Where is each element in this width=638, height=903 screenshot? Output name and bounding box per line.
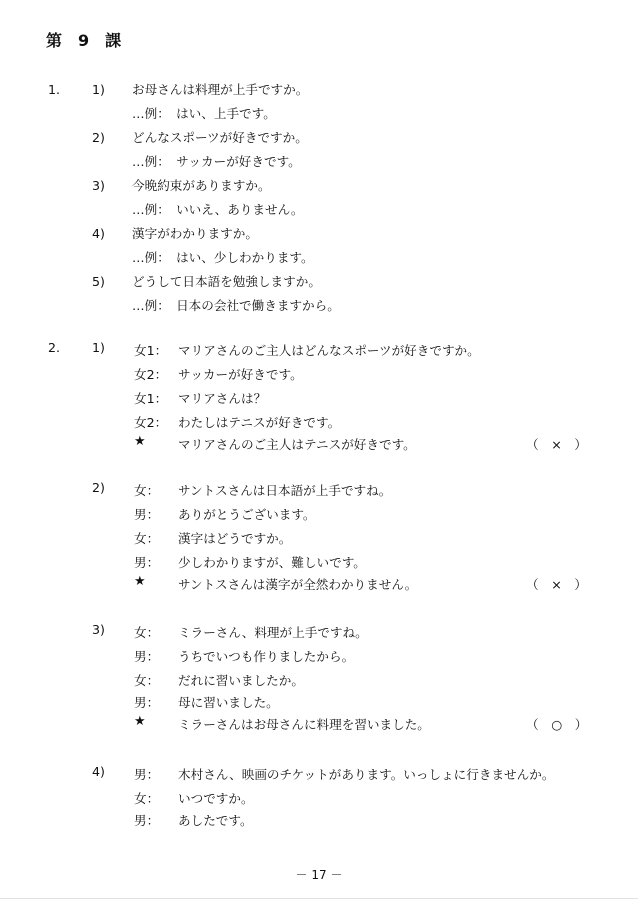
s1-item-3-answer: …例： いいえ、ありません。 [132,202,304,217]
s1-item-2-question: どんなスポーツが好きですか。 [132,130,308,145]
section-2-number: 2. [48,340,61,355]
star-icon: ★ [134,574,146,589]
s2-d1-speaker-2: 女2： [134,367,168,382]
s2-d4-speaker-3: 男： [134,813,160,828]
lesson-label-dai: 第 [46,31,65,50]
s2-d1-line-4: わたしはテニスが好きです。 [178,415,341,430]
s2-d3-line-2: うちでいつも作りましたから。 [178,649,355,664]
s2-d3-judgment: （ ○ ） [526,717,588,732]
s2-d2-line-1: サントスさんは日本語が上手ですね。 [178,483,392,498]
s1-item-3-question: 今晩約束がありますか。 [132,178,271,193]
s1-item-2-answer: …例： サッカーが好きです。 [132,154,301,169]
page-number: － 17 － [295,868,343,882]
s1-item-5-question: どうして日本語を勉強しますか。 [132,274,321,289]
s2-d2-judgment: （ × ） [526,577,587,592]
s2-d1-judgment: （ × ） [526,437,587,452]
s1-item-1-number: 1) [92,82,105,97]
s1-item-4-answer: …例： はい、少しわかります。 [132,250,314,265]
s2-d4-speaker-1: 男： [134,767,160,782]
s2-d2-speaker-1: 女： [134,483,160,498]
s2-d2-speaker-2: 男： [134,507,160,522]
s1-item-2-number: 2) [92,130,105,145]
s2-d3-speaker-1: 女： [134,625,160,640]
section-1-number: 1. [48,82,61,97]
s1-item-5-number: 5) [92,274,105,289]
s2-d4-line-1: 木村さん、映画のチケットがあります。いっしょに行きませんか。 [178,767,555,782]
star-icon: ★ [134,714,146,729]
s2-d2-line-2: ありがとうございます。 [178,507,316,522]
lesson-number: 9 [78,31,92,50]
s1-item-3-number: 3) [92,178,105,193]
lesson-title [46,28,137,51]
s2-dialogue-3-number: 3) [92,622,105,637]
s2-d1-statement: マリアさんのご主人はテニスが好きです。 [178,437,416,452]
s2-d3-speaker-3: 女： [134,673,160,688]
s2-d4-speaker-2: 女： [134,791,160,806]
s2-d1-line-1: マリアさんのご主人はどんなスポーツが好きですか。 [178,343,480,358]
s2-d4-line-2: いつですか。 [178,791,254,806]
s2-dialogue-1-number: 1) [92,340,105,355]
s2-dialogue-4-number: 4) [92,764,105,779]
s2-d2-speaker-3: 女： [134,531,160,546]
s2-d3-line-4: 母に習いました。 [178,695,279,710]
s2-d3-speaker-4: 男： [134,695,160,710]
s2-d1-line-3: マリアさんは？ [178,391,267,406]
s2-d3-line-3: だれに習いましたか。 [178,673,304,688]
s1-item-4-number: 4) [92,226,105,241]
s1-item-4-question: 漢字がわかりますか。 [132,226,258,241]
s2-d3-speaker-2: 男： [134,649,160,664]
star-icon: ★ [134,434,146,449]
s2-d1-line-2: サッカーが好きです。 [178,367,303,382]
s2-d2-line-3: 漢字はどうですか。 [178,531,292,546]
s2-d2-speaker-4: 男： [134,555,160,570]
s2-d2-line-4: 少しわかりますが、難しいです。 [178,555,366,570]
s2-d4-line-3: あしたです。 [178,813,253,828]
s2-d3-statement: ミラーさんはお母さんに料理を習いました。 [178,717,430,732]
lesson-label-ka: 課 [105,31,124,50]
s2-d3-line-1: ミラーさん、料理が上手ですね。 [178,625,368,640]
s2-dialogue-2-number: 2) [92,480,105,495]
s1-item-1-question: お母さんは料理が上手ですか。 [132,82,309,97]
s1-item-1-answer: …例： はい、上手です。 [132,106,276,121]
s2-d1-speaker-1: 女1： [134,343,168,358]
page-bottom-divider [0,898,638,899]
s2-d2-statement: サントスさんは漢字が全然わかりません。 [178,577,418,592]
s2-d1-speaker-3: 女1： [134,391,168,406]
s2-d1-speaker-4: 女2： [134,415,168,430]
s1-item-5-answer: …例： 日本の会社で働きますから。 [132,298,340,313]
